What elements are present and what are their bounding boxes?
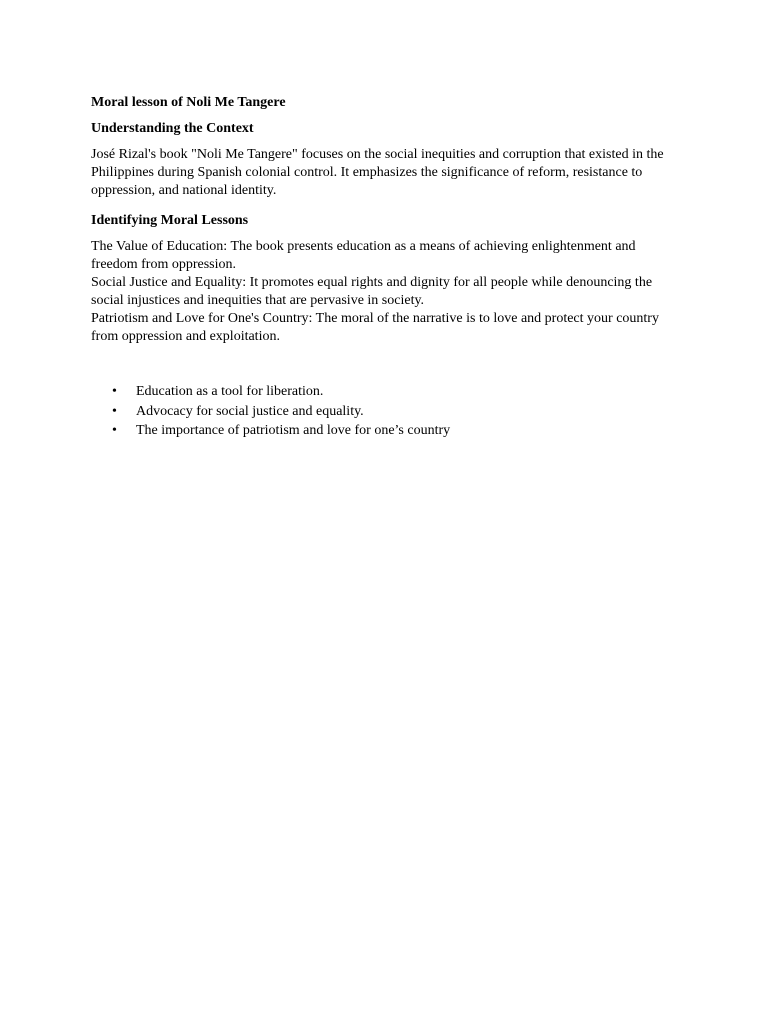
bullet-icon: • bbox=[112, 384, 117, 399]
lesson-patriotism: Patriotism and Love for One's Country: The moral of the narrative is to love and protect your country from oppression and exploitation. bbox=[91, 311, 659, 344]
moral-lessons-list bbox=[91, 238, 681, 346]
list-item bbox=[91, 382, 681, 402]
list-item-text: Education as a tool for liberation. bbox=[136, 384, 324, 399]
bullet-icon: • bbox=[112, 403, 117, 419]
bullet-icon: • bbox=[112, 423, 117, 438]
context-paragraph: José Rizal's book "Noli Me Tangere" focuses on the social inequities and corruption that existed in the Philippines during Spanish colonial control. It emphasizes the significance of reform, resistance to oppression, and national identity. bbox=[91, 147, 664, 198]
lesson-education: The Value of Education: The book presents education as a means of achieving enlightenment and freedom from oppression. bbox=[91, 239, 636, 272]
list-item bbox=[91, 402, 681, 422]
summary-bullet-list bbox=[91, 382, 681, 441]
section-heading-context: Understanding the Context bbox=[91, 121, 254, 136]
list-item-text: The importance of patriotism and love for one’s country bbox=[136, 423, 451, 438]
document-title: Moral lesson of Noli Me Tangere bbox=[91, 95, 286, 110]
list-item bbox=[91, 421, 681, 441]
lesson-social-justice: Social Justice and Equality: It promotes equal rights and dignity for all people while denouncing the social injustices and inequities that are pervasive in society. bbox=[91, 275, 653, 308]
document-page bbox=[91, 94, 681, 441]
list-item-text: Advocacy for social justice and equality. bbox=[136, 403, 364, 419]
section-heading-moral-lessons: Identifying Moral Lessons bbox=[91, 213, 249, 228]
